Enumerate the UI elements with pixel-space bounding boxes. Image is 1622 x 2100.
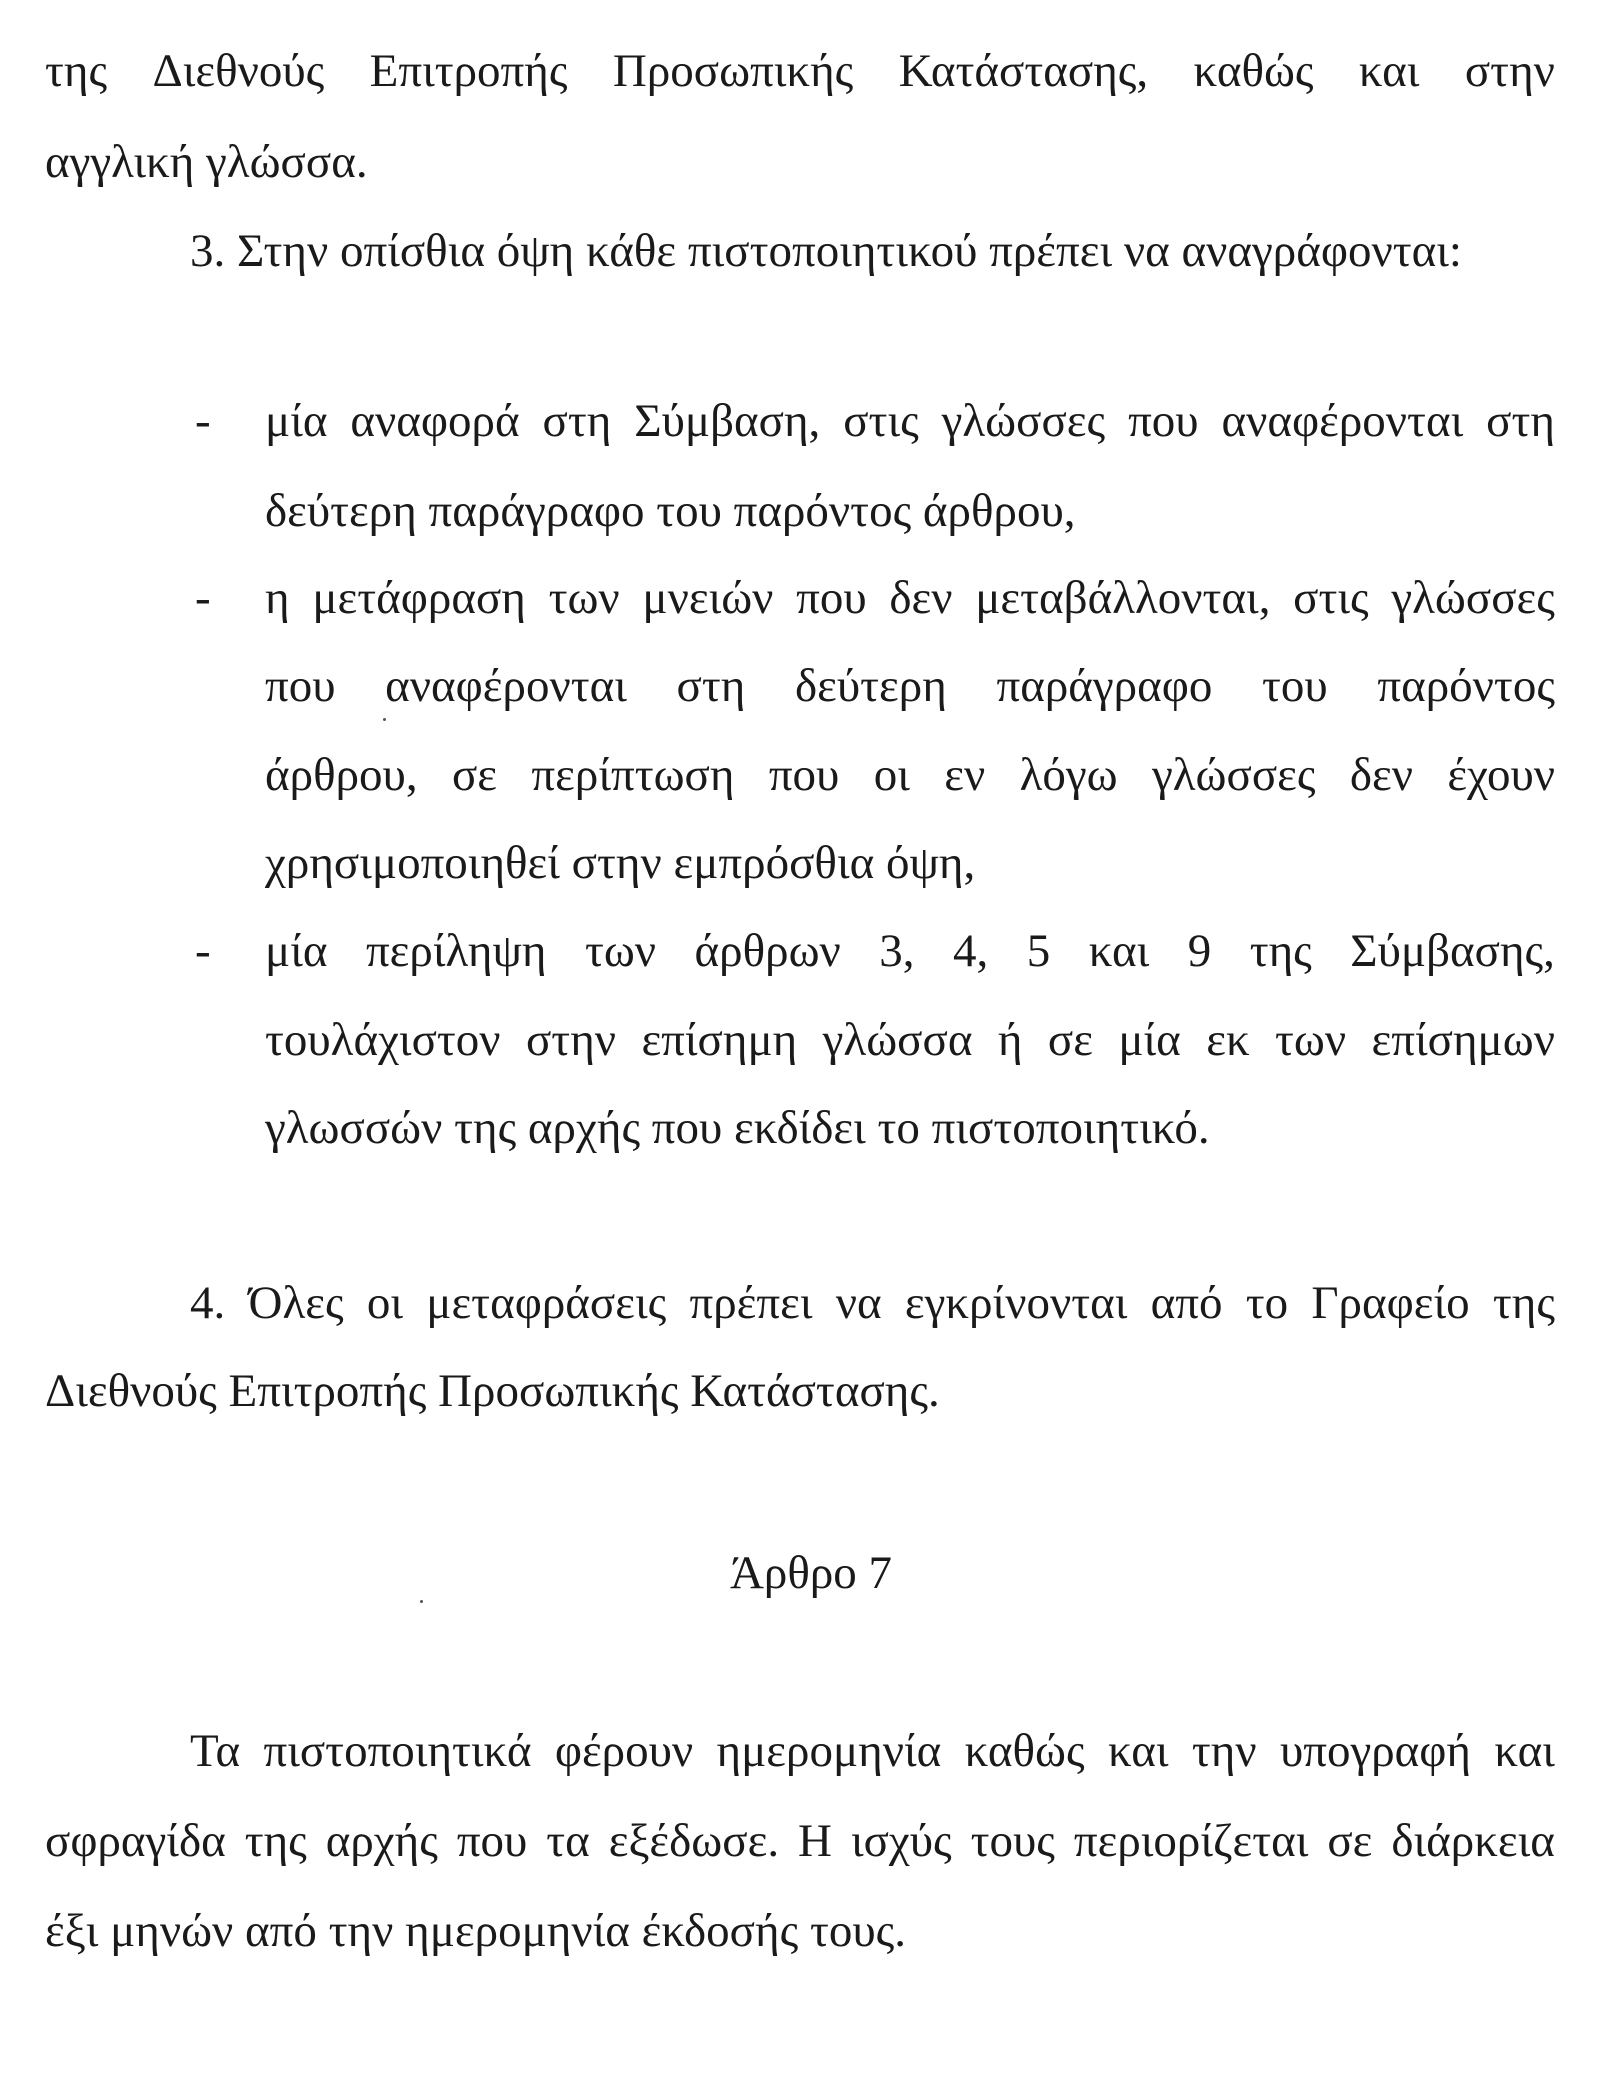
article-7-line-2 [45, 1815, 1555, 1867]
word: αναφορά [350, 395, 520, 447]
word: των [548, 572, 620, 624]
word: καθώς [964, 1725, 1085, 1777]
word: των [584, 925, 657, 977]
scan-speck [383, 718, 386, 721]
word: σφραγίδα [45, 1815, 226, 1867]
word: στη [676, 660, 746, 712]
article-heading: Άρθρο 7 [729, 1547, 893, 1599]
word: μία [265, 925, 328, 977]
word: σε [451, 749, 498, 801]
word: των [1275, 1014, 1347, 1066]
bullet-2-line-1 [265, 572, 1555, 624]
word: Κατάστασης, [898, 45, 1149, 97]
word: υπογραφή [1279, 1725, 1472, 1777]
word: Διεθνούς [152, 45, 325, 97]
word: Γραφείο [1311, 1277, 1470, 1329]
word: δεν [889, 572, 953, 624]
word: δεν [1349, 749, 1414, 801]
bullet-2-line-4: χρησιμοποιηθεί στην εμπρόσθια όψη, [265, 837, 976, 889]
word: εγκρίνονται [904, 1277, 1128, 1329]
word: που [265, 660, 336, 712]
word: που [768, 749, 840, 801]
word: 4. [190, 1277, 226, 1329]
word: στις [843, 395, 919, 447]
word: ισχύς [850, 1815, 952, 1867]
word: Όλες [248, 1277, 344, 1329]
word: παρόντος [1377, 660, 1555, 712]
word: στις [1293, 572, 1369, 624]
word: αναφέρονται [385, 660, 627, 712]
word: καθώς [1193, 45, 1314, 97]
word: του [1262, 660, 1328, 712]
word: επίσημη [641, 1014, 798, 1066]
word: τουλάχιστον [265, 1014, 501, 1066]
word: της [1249, 925, 1312, 977]
bullet-1-line-1 [265, 395, 1555, 447]
word: μία [1118, 1014, 1181, 1066]
bullet-3-line-2 [265, 1014, 1555, 1066]
word: 4, [952, 925, 989, 977]
word: μία [265, 395, 328, 447]
word: οι [366, 1277, 403, 1329]
word: που [1128, 395, 1199, 447]
word: διάρκεια [1391, 1815, 1555, 1867]
word: οι [873, 749, 910, 801]
word: έχουν [1447, 749, 1555, 801]
word: γλώσσα [822, 1014, 973, 1066]
paragraph-3-intro: 3. Στην οπίσθια όψη κάθε πιστοποιητικού πρέπει να αναγράφονται: [190, 225, 1462, 277]
word: της [244, 1815, 307, 1867]
continuation-line-1 [45, 45, 1555, 97]
word: στη [1486, 395, 1555, 447]
bullet-2-line-3 [265, 749, 1555, 801]
word: φέρουν [554, 1725, 694, 1777]
word: 9 [1187, 925, 1212, 977]
word: εξέδωσε. [608, 1815, 780, 1867]
word: Προσωπικής [612, 45, 854, 97]
word: και [1494, 1725, 1555, 1777]
bullet-1-line-2: δεύτερη παράγραφο του παρόντος άρθρου, [265, 485, 1076, 537]
word: γλώσσες [941, 395, 1106, 447]
word: και [1088, 925, 1150, 977]
word: τα [546, 1815, 590, 1867]
article-7-line-3: έξι μηνών από την ημερομηνία έκδοσής τους. [45, 1905, 906, 1957]
word: παράγραφο [996, 660, 1213, 712]
word: στην [1464, 45, 1555, 97]
word: ημερομηνία [716, 1725, 942, 1777]
word: περίπτωση [531, 749, 735, 801]
paragraph-4-line-1 [190, 1277, 1555, 1329]
word: την [1191, 1725, 1257, 1777]
bullet-dash-3: - [195, 925, 211, 977]
word: στην [525, 1014, 617, 1066]
word: και [1358, 45, 1420, 97]
word: μεταβάλλονται, [975, 572, 1271, 624]
article-7-line-1 [190, 1725, 1555, 1777]
word: περιορίζεται [1073, 1815, 1309, 1867]
word: αρχής [325, 1815, 438, 1867]
word: στη [542, 395, 612, 447]
word: αναφέρονται [1221, 395, 1464, 447]
word: Η [798, 1815, 832, 1867]
word: άρθρων [694, 925, 841, 977]
word: Επιτροπής [369, 45, 568, 97]
bullet-3-line-3: γλωσσών της αρχής που εκδίδει το πιστοποιητικό. [265, 1102, 1210, 1154]
bullet-2-line-2 [265, 660, 1555, 712]
word: Τα [190, 1725, 241, 1777]
word: που [456, 1815, 528, 1867]
word: το [1245, 1277, 1289, 1329]
word: η [265, 572, 290, 624]
word: εκ [1206, 1014, 1250, 1066]
continuation-line-2: αγγλική γλώσσα. [45, 136, 368, 188]
bullet-dash-2: - [195, 572, 211, 624]
word: επίσημων [1371, 1014, 1555, 1066]
word: σε [1327, 1815, 1373, 1867]
word: 3, [879, 925, 915, 977]
word: γλώσσες [1151, 749, 1316, 801]
scan-speck [420, 1600, 423, 1603]
word: μετάφραση [312, 572, 526, 624]
word: Σύμβαση, [634, 395, 821, 447]
word: περίληψη [365, 925, 547, 977]
word: που [796, 572, 867, 624]
word: εν [944, 749, 986, 801]
word: ή [997, 1014, 1023, 1066]
word: και [1107, 1725, 1169, 1777]
word: άρθρου, [265, 749, 418, 801]
word: μνειών [642, 572, 774, 624]
word: να [835, 1277, 882, 1329]
word: της [45, 45, 108, 97]
word: μεταφράσεις [426, 1277, 667, 1329]
word: πιστοποιητικά [263, 1725, 532, 1777]
word: από [1150, 1277, 1223, 1329]
word: δεύτερη [795, 660, 947, 712]
bullet-3-line-1 [265, 925, 1555, 977]
word: σε [1047, 1014, 1093, 1066]
word: της [1492, 1277, 1555, 1329]
word: Σύμβασης, [1350, 925, 1555, 977]
bullet-dash-1: - [195, 395, 211, 447]
word: λόγω [1019, 749, 1118, 801]
word: πρέπει [689, 1277, 813, 1329]
word: γλώσσες [1391, 572, 1555, 624]
paragraph-4-line-2: Διεθνούς Επιτροπής Προσωπικής Κατάστασης. [45, 1365, 940, 1417]
word: τους [970, 1815, 1055, 1867]
word: 5 [1026, 925, 1051, 977]
